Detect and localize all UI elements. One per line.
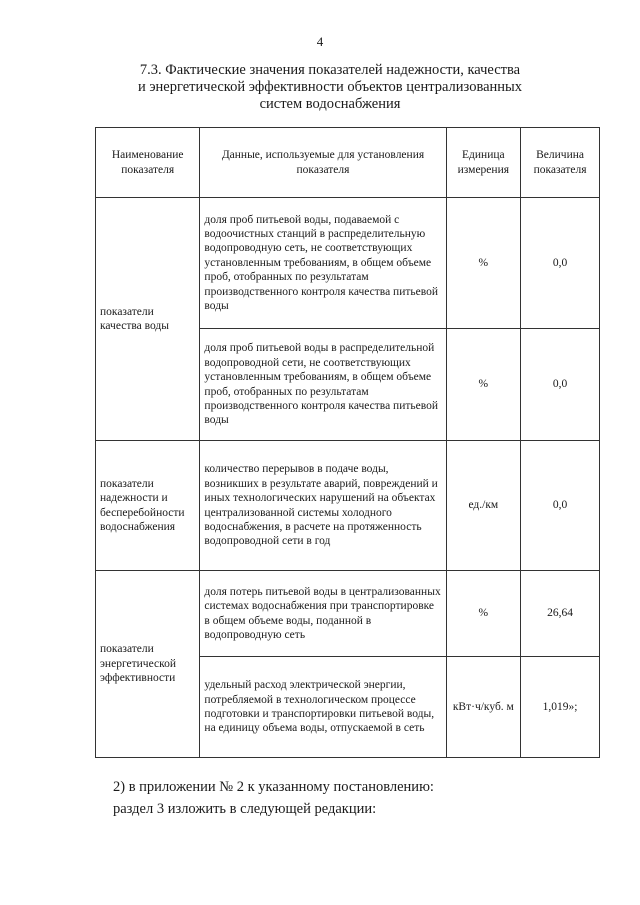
group-name-quality: показатели качества воды (96, 198, 200, 441)
row-value: 0,0 (521, 198, 600, 329)
row-value: 0,0 (521, 329, 600, 441)
group-name-energy: показатели энергетической эффективности (96, 571, 200, 758)
footer-line: раздел 3 изложить в следующей редакции: (113, 801, 377, 817)
section-title-line: и энергетической эффективности объектов централизованных (137, 79, 523, 95)
header-name: Наименование показателя (96, 128, 200, 198)
section-title (120, 62, 540, 113)
footer-line: 2) в приложении № 2 к указанному постановлению: (113, 779, 434, 795)
row-value: 26,64 (521, 571, 600, 657)
group-name-reliability: показатели надежности и бесперебойности водоснабжения (96, 441, 200, 571)
row-unit: % (446, 571, 521, 657)
indicators-table (95, 127, 600, 758)
section-title-line: 7.3. Фактические значения показателей надежности, качества (139, 62, 521, 78)
row-value: 0,0 (521, 441, 600, 571)
table-row (96, 571, 600, 657)
row-value: 1,019»; (521, 657, 600, 758)
header-value: Величина показателя (521, 128, 600, 198)
footer-text (113, 776, 434, 820)
row-data: доля проб питьевой воды в распределительной водопроводной сети, не соответствующих установленным требованиям, в общем объеме проб, отобранных по результатам производственного контроля качества питьевой воды (200, 329, 446, 441)
table-row (96, 441, 600, 571)
row-unit: ед./км (446, 441, 521, 571)
row-data: количество перерывов в подаче воды, возникших в результате аварий, повреждений и иных технологических нарушений на объектах централизованной системы холодного водоснабжения, в расчете на протяженность водопроводной сети в год (200, 441, 446, 571)
table-row (96, 198, 600, 329)
row-data: доля проб питьевой воды, подаваемой с водоочистных станций в распределительную водопроводную сеть, не соответствующих установленным требованиям, в общем объеме проб, отобранных по результатам производственного контроля качества питьевой воды (200, 198, 446, 329)
page-number: 4 (316, 34, 324, 49)
row-data: доля потерь питьевой воды в централизованных системах водоснабжения при транспортировке в общем объеме воды, поданной в водопроводную сеть (200, 571, 446, 657)
row-unit: кВт·ч/куб. м (446, 657, 521, 758)
row-unit: % (446, 329, 521, 441)
header-data: Данные, используемые для установления показателя (200, 128, 446, 198)
header-unit: Единица измерения (446, 128, 521, 198)
table-header-row (96, 128, 600, 198)
section-title-line: систем водоснабжения (259, 96, 401, 112)
row-data: удельный расход электрической энергии, потребляемой в технологическом процессе подготовки и транспортировки питьевой воды, на единицу объема воды, отпускаемой в сеть (200, 657, 446, 758)
row-unit: % (446, 198, 521, 329)
